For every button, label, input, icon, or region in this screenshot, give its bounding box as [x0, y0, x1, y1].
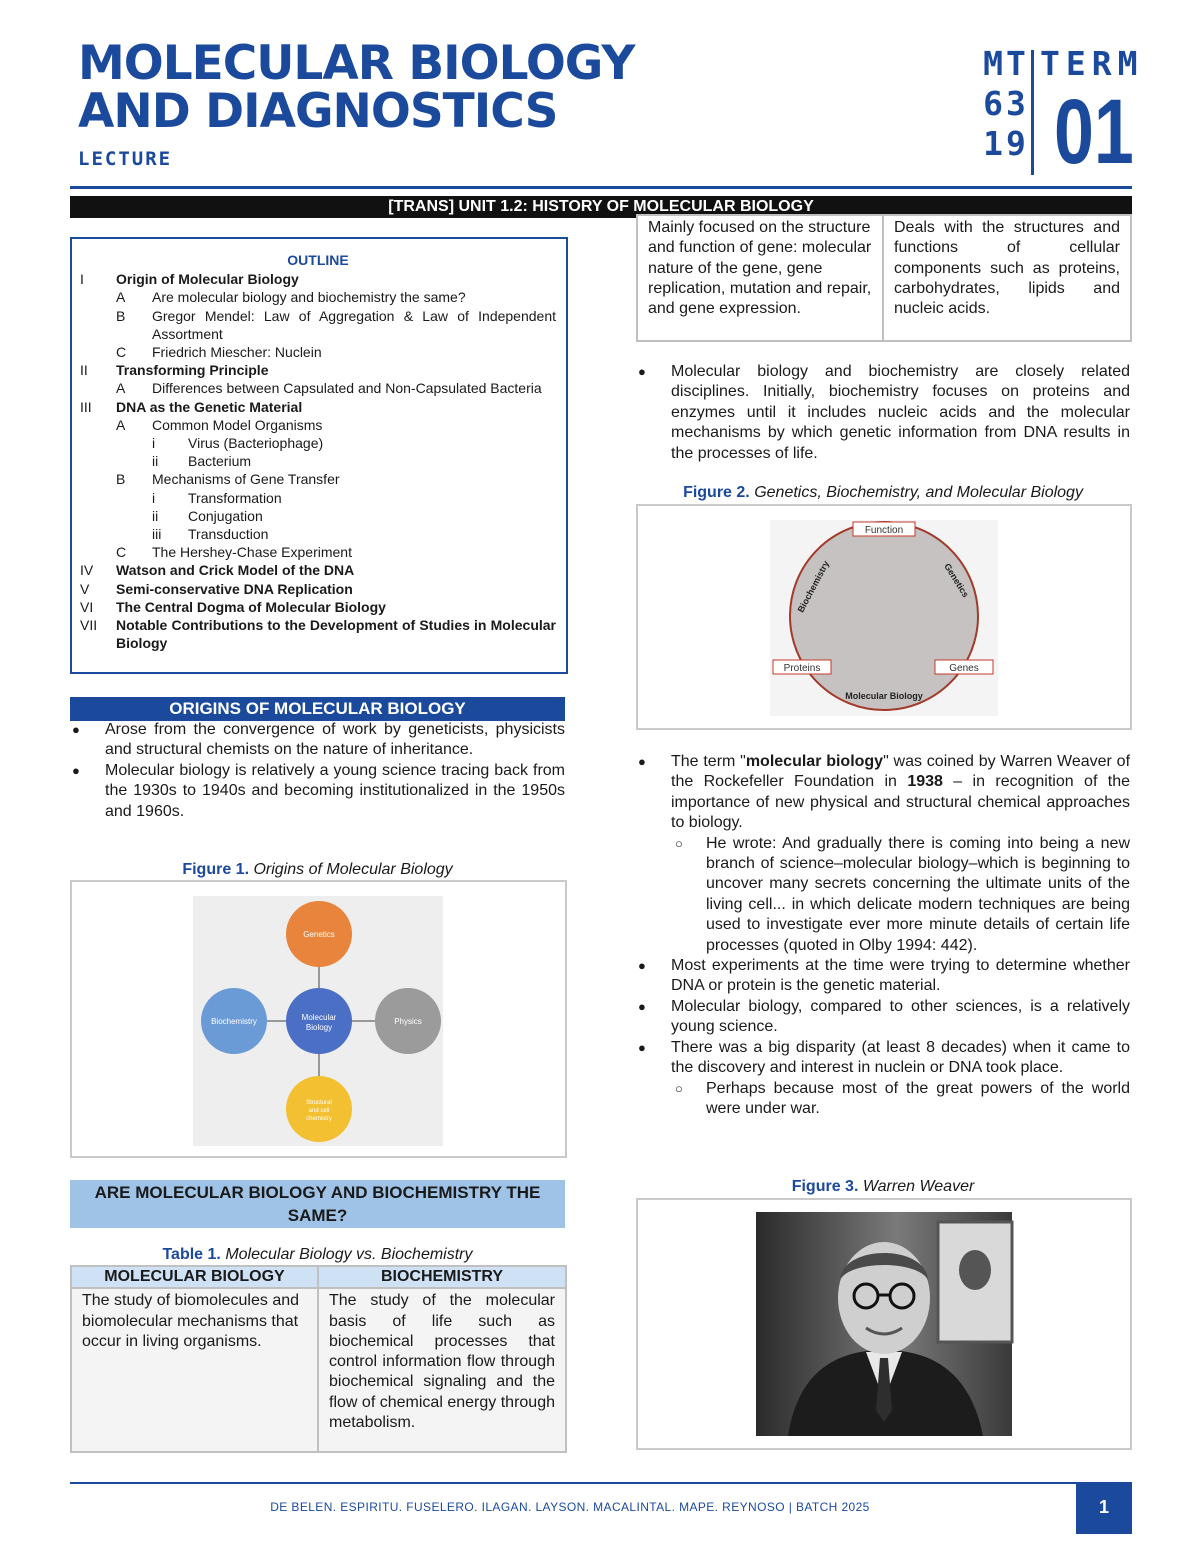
outline-text: Transduction — [188, 526, 269, 543]
genetics-arc-label: Genetics — [942, 561, 971, 600]
outline-item — [80, 452, 556, 470]
outline-num: iii — [152, 526, 162, 543]
text-segment: " was coined by Warren Weaver of the Rockefeller Foundation in — [671, 753, 1131, 791]
outline-item — [80, 434, 556, 452]
bullet-text: Arose from the convergence of work by geneticists, physicists and structural chemists on the nature of inheritance. — [105, 721, 565, 759]
sub-bullet-icon: ○ — [675, 835, 683, 851]
comparison-table — [70, 1265, 567, 1453]
table-cell: The study of the molecular basis of life such as biochemical processes that control information flow through biochemical signaling and the flow of chemical energy through metabolism. — [318, 1288, 566, 1452]
outline-num: VII — [80, 617, 98, 634]
comparison-table-continued — [636, 214, 1132, 342]
table1-label: Table 1. — [162, 1246, 221, 1263]
bullet-text: There was a big disparity (at least 8 decades) when it came to the discovery and interest in nuclein or DNA took place. — [671, 1038, 1130, 1077]
outline-text: Friedrich Miescher: Nuclein — [152, 344, 322, 361]
structural-node-label-1: Structural — [306, 1100, 332, 1106]
biochemistry-arc-label: Biochemistry — [795, 559, 832, 615]
genes-label: Genes — [949, 663, 979, 674]
bullet-icon: ● — [638, 1039, 646, 1055]
outline-item — [80, 489, 556, 507]
list-sub-item — [636, 834, 1130, 956]
outline-item — [80, 288, 556, 306]
list-item — [636, 752, 1130, 834]
figure2-label: Figure 2. — [683, 484, 750, 501]
bullet-icon: ● — [638, 364, 646, 379]
cycle-circle — [790, 522, 978, 710]
outline-item — [80, 379, 556, 397]
structural-node-label-2: and cell — [308, 1108, 330, 1114]
outline-num: A — [116, 289, 126, 306]
figure1-diagram — [72, 882, 565, 1156]
year-1938: 1938 — [907, 773, 943, 791]
outline-item — [80, 361, 556, 379]
structural-node-label-3: chemistry — [306, 1116, 332, 1122]
figure2-diagram — [638, 506, 1130, 728]
molecular-node-label-1: Molecular — [301, 1013, 337, 1022]
table-cell: The study of biomolecules and biomolecular mechanisms that occur in living organisms. — [71, 1288, 318, 1452]
list-sub-item — [636, 1079, 1130, 1120]
proteins-label: Proteins — [783, 663, 821, 674]
outline-num: i — [152, 489, 156, 506]
outline-item — [80, 580, 556, 598]
outline-item — [80, 470, 556, 488]
outline-text: Virus (Bacteriophage) — [188, 435, 324, 452]
table1-caption — [70, 1246, 565, 1264]
bullet-text: Molecular biology and biochemistry are closely related disciplines. Initially, biochemistry focuses on proteins and enzymes until it includes nucleic acids and the molecular mechanisms by which genetic information from DNA results in the processes of life. — [671, 363, 1130, 462]
course-code — [978, 44, 1034, 164]
table-header-molecular: MOLECULAR BIOLOGY — [71, 1266, 318, 1288]
list-item — [70, 761, 565, 822]
outline-text: Semi-conservative DNA Replication — [116, 580, 353, 597]
sub-bullet-icon: ○ — [675, 1080, 683, 1096]
outline-text: Common Model Organisms — [152, 416, 323, 433]
figure3-caption — [636, 1178, 1130, 1196]
figure1-box — [70, 880, 567, 1158]
origins-bullet-list — [70, 720, 565, 822]
outline-item — [80, 543, 556, 561]
outline-text: Are molecular biology and biochemistry the same? — [152, 289, 466, 306]
term-divider — [1031, 50, 1034, 175]
outline-text: Mechanisms of Gene Transfer — [152, 471, 340, 488]
figure2-caption — [636, 484, 1130, 502]
outline-title: OUTLINE — [287, 252, 349, 268]
list-item — [636, 1038, 1130, 1079]
course-code-line1: MT — [983, 44, 1029, 83]
warren-weaver-photo — [638, 1200, 1130, 1448]
outline-item — [80, 416, 556, 434]
outline-text: Origin of Molecular Biology — [116, 271, 299, 288]
term-number: 01 — [1054, 81, 1134, 183]
molecular-biology-term: molecular biology — [745, 753, 884, 770]
function-label: Function — [864, 525, 904, 536]
bullet-icon: ● — [638, 958, 646, 974]
footer-divider — [70, 1482, 1102, 1484]
list-item — [70, 720, 565, 761]
list-item — [636, 362, 1130, 464]
outline-item — [80, 507, 556, 525]
relation-bullet-list — [636, 362, 1130, 464]
term-block — [970, 42, 1144, 183]
outline-num: VI — [80, 598, 94, 615]
origins-heading: ORIGINS OF MOLECULAR BIOLOGY — [70, 697, 565, 721]
outline-num: III — [80, 398, 92, 415]
molecular-node-label-2: Biology — [305, 1023, 333, 1032]
bullet-text: Molecular biology, compared to other sciences, is a relatively young science. — [671, 997, 1130, 1036]
outline-text: Conjugation — [188, 507, 263, 524]
bullet-text: Molecular biology is relatively a young science tracing back from the 1930s to 1940s and becoming institutionalized in the 1950s and 1960s. — [105, 761, 565, 820]
outline-num: I — [80, 271, 84, 288]
course-title-line2: AND DIAGNOSTICS — [78, 84, 558, 139]
portrait-figure — [959, 1250, 991, 1290]
outline-item — [80, 307, 556, 343]
weaver-bullet-text — [671, 752, 1130, 834]
outline-num: A — [116, 380, 126, 397]
list-item — [636, 956, 1130, 997]
outline-item — [80, 343, 556, 361]
figure2-title: Genetics, Biochemistry, and Molecular Biology — [754, 484, 1083, 501]
outline-item — [80, 525, 556, 543]
bullet-text: Most experiments at the time were trying to determine whether DNA or protein is the genetic material. — [671, 957, 1130, 995]
weaver-bullet-list — [636, 752, 1130, 1119]
outline-text: The Hershey-Chase Experiment — [152, 544, 352, 561]
page-number: 1 — [1076, 1482, 1132, 1534]
outline-item — [80, 270, 556, 288]
document-brand — [78, 36, 638, 170]
course-code-line3: 19 — [983, 124, 1029, 163]
figure3-label: Figure 3. — [791, 1178, 859, 1195]
outline-text: Transformation — [188, 489, 282, 506]
molecular-biology-label: Molecular Biology — [845, 691, 923, 701]
outline-text: Transforming Principle — [116, 362, 269, 379]
table-header-biochemistry: BIOCHEMISTRY — [318, 1266, 566, 1288]
biochemistry-node-label: Biochemistry — [211, 1017, 257, 1026]
physics-node-label: Physics — [394, 1017, 422, 1026]
figure2-box — [636, 504, 1132, 730]
outline-text: Bacterium — [188, 453, 252, 470]
outline-text: DNA as the Genetic Material — [116, 398, 303, 415]
outline-num: C — [116, 344, 127, 361]
term-label: TERM — [1040, 44, 1144, 83]
table-cell: Mainly focused on the structure and function of gene: molecular nature of the gene, gene replication, mutation and repair, and gene expression. — [637, 215, 883, 341]
text-segment: – in recognition of the importance of new physical and structural chemical approaches to biology. — [671, 773, 1131, 832]
outline-text: Gregor Mendel: Law of Aggregation & Law of Independent Assortment — [152, 307, 556, 342]
sub-bullet-text: He wrote: And gradually there is coming into being a new branch of science–molecular biology–which is beginning to uncover many secrets concerning the ultimate units of the living cell... in which delicate modern techniques are being used to investigate ever more minute details of certain life processes (quoted in Olby 1994: 442). — [706, 834, 1130, 954]
outline-text: Watson and Crick Model of the DNA — [116, 562, 355, 579]
outline-num: C — [116, 544, 127, 561]
course-title — [78, 36, 638, 139]
table-cell: Deals with the structures and functions of cellular components such as proteins, carbohydrates, lipids and nucleic acids. — [883, 215, 1131, 341]
outline-num: ii — [152, 453, 159, 470]
outline-item — [80, 398, 556, 416]
course-code-line2: 63 — [983, 84, 1029, 123]
outline-text: Notable Contributions to the Development of Studies in Molecular Biology — [116, 617, 556, 652]
bullet-icon: ● — [72, 722, 80, 737]
outline-num: IV — [80, 562, 94, 579]
outline-num: II — [80, 362, 88, 379]
outline-num: B — [116, 471, 126, 488]
outline-num: i — [152, 435, 156, 452]
bullet-icon: ● — [638, 998, 646, 1014]
outline-item — [80, 616, 556, 652]
outline-text: Differences between Capsulated and Non-Capsulated Bacteria — [152, 380, 542, 397]
comparison-heading: ARE MOLECULAR BIOLOGY AND BIOCHEMISTRY THE SAME? — [70, 1180, 565, 1228]
figure1-label: Figure 1. — [182, 861, 250, 878]
list-item — [636, 997, 1130, 1038]
course-title-line1: MOLECULAR BIOLOGY — [78, 36, 635, 91]
figure1-title: Origins of Molecular Biology — [253, 861, 453, 878]
outline-num: B — [116, 307, 126, 324]
lecture-label: LECTURE — [78, 148, 173, 170]
figure3-title: Warren Weaver — [862, 1178, 975, 1195]
sub-bullet-text: Perhaps because most of the great powers of the world were under war. — [706, 1079, 1130, 1117]
outline-text: The Central Dogma of Molecular Biology — [116, 598, 386, 615]
figure3-box — [636, 1198, 1132, 1450]
bullet-icon: ● — [72, 762, 80, 778]
text-segment: The term " — [671, 753, 746, 770]
outline-num: ii — [152, 507, 159, 524]
table1-title: Molecular Biology vs. Biochemistry — [225, 1246, 473, 1263]
outline-item — [80, 561, 556, 579]
outline-item — [80, 598, 556, 616]
bullet-icon: ● — [638, 754, 646, 769]
unit-title-bar: [TRANS] UNIT 1.2: HISTORY OF MOLECULAR BIOLOGY — [70, 196, 1132, 218]
header-divider — [70, 186, 1132, 189]
outline-box — [70, 237, 568, 674]
outline-num: V — [80, 580, 90, 597]
genetics-node-label: Genetics — [303, 930, 335, 939]
outline-num: A — [116, 416, 126, 433]
figure1-caption — [70, 861, 565, 879]
footer-authors: DE BELEN. ESPIRITU. FUSELERO. ILAGAN. LAYSON. MACALINTAL. MAPE. REYNOSO | BATCH 2025 — [270, 1500, 870, 1514]
